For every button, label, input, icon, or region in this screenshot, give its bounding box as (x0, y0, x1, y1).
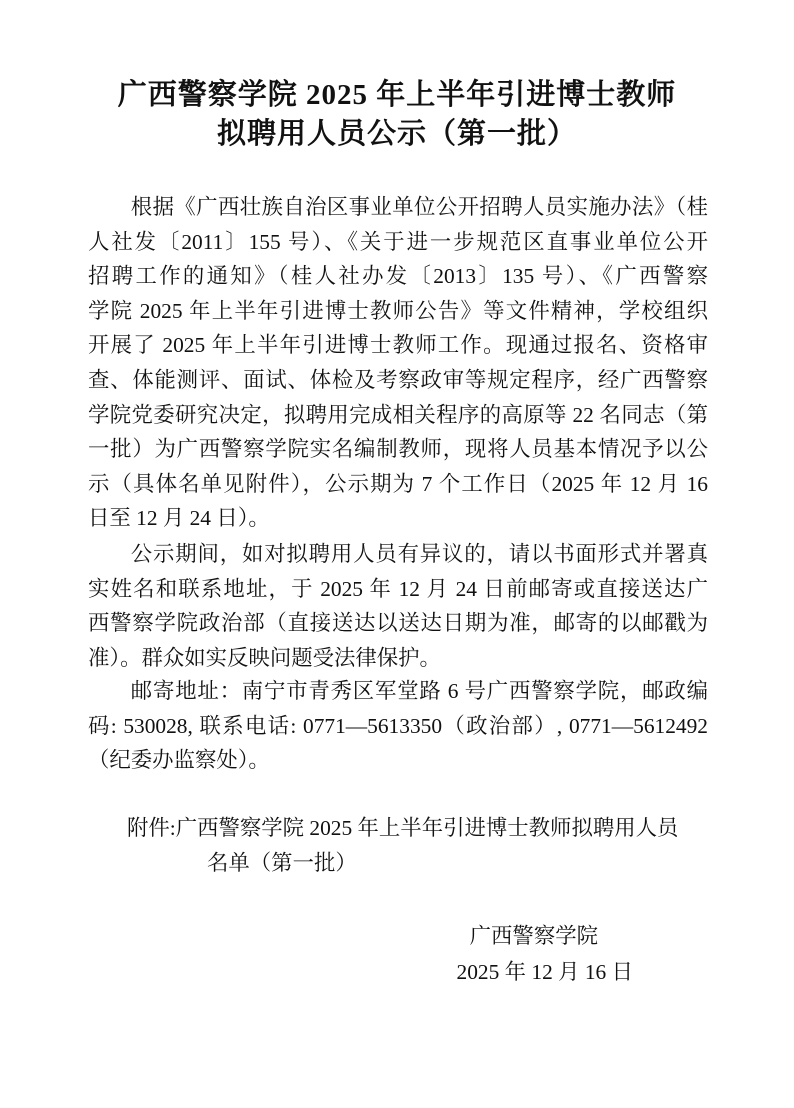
paragraph-2 (88, 537, 708, 675)
paragraph-line: 学院党委研究决定，拟聘用完成相关程序的高原等 22 名同志（第 (88, 402, 708, 427)
paragraph-line: 人社发〔2011〕155 号）、《关于进一步规范区直事业单位公开 (88, 229, 708, 254)
title-line-1: 广西警察学院 2025 年上半年引进博士教师 (117, 79, 677, 111)
paragraph-line: 示（具体名单见附件），公示期为 7 个工作日（2025 年 12 月 16 (88, 471, 708, 496)
signature-organization: 广西警察学院 (469, 924, 598, 948)
paragraph-line: 实姓名和联系地址，于 2025 年 12 月 24 日前邮寄或直接送达广 (88, 576, 708, 601)
attachment-line-2: 名单（第一批） (207, 850, 357, 875)
paragraph-line: 码: 530028, 联系电话: 0771—5613350（政治部）, 0771—5612492 (88, 713, 708, 738)
attachment-line-1: 附件:广西警察学院 2025 年上半年引进博士教师拟聘用人员 (127, 816, 679, 840)
document-title (0, 76, 794, 154)
attachment-note (88, 811, 708, 880)
paragraph-line: 西警察学院政治部（直接送达以送达日期为准，邮寄的以邮戳为 (88, 611, 708, 636)
paragraph-line: 查、体能测评、面试、体检及考察政审等规定程序，经广西警察 (88, 367, 708, 392)
paragraph-line: 日至 12 月 24 日）。 (88, 506, 270, 531)
paragraph-line: 学院 2025 年上半年引进博士教师公告》等文件精神，学校组织 (88, 298, 708, 323)
paragraph-line: 开展了 2025 年上半年引进博士教师工作。现通过报名、资格审 (88, 333, 708, 358)
paragraph-1 (88, 190, 708, 536)
paragraph-line: 根据《广西壮族自治区事业单位公开招聘人员实施办法》（桂 (130, 195, 708, 219)
paragraph-line: 邮寄地址：南宁市青秀区军堂路 6 号广西警察学院，邮政编 (130, 679, 708, 703)
paragraph-3 (88, 674, 708, 778)
paragraph-line: 准）。群众如实反映问题受法律保护。 (88, 645, 441, 670)
paragraph-line: （纪委办监察处）。 (88, 748, 270, 773)
paragraph-line: 招聘工作的通知》（桂人社办发〔2013〕135 号）、《广西警察 (88, 264, 708, 289)
paragraph-line: 一批）为广西警察学院实名编制教师，现将人员基本情况予以公 (88, 437, 708, 462)
title-line-2: 拟聘用人员公示（第一批） (216, 118, 577, 150)
paragraph-line: 公示期间，如对拟聘用人员有异议的，请以书面形式并署真 (130, 542, 708, 566)
signature-date: 2025 年 12 月 16 日 (456, 960, 633, 984)
